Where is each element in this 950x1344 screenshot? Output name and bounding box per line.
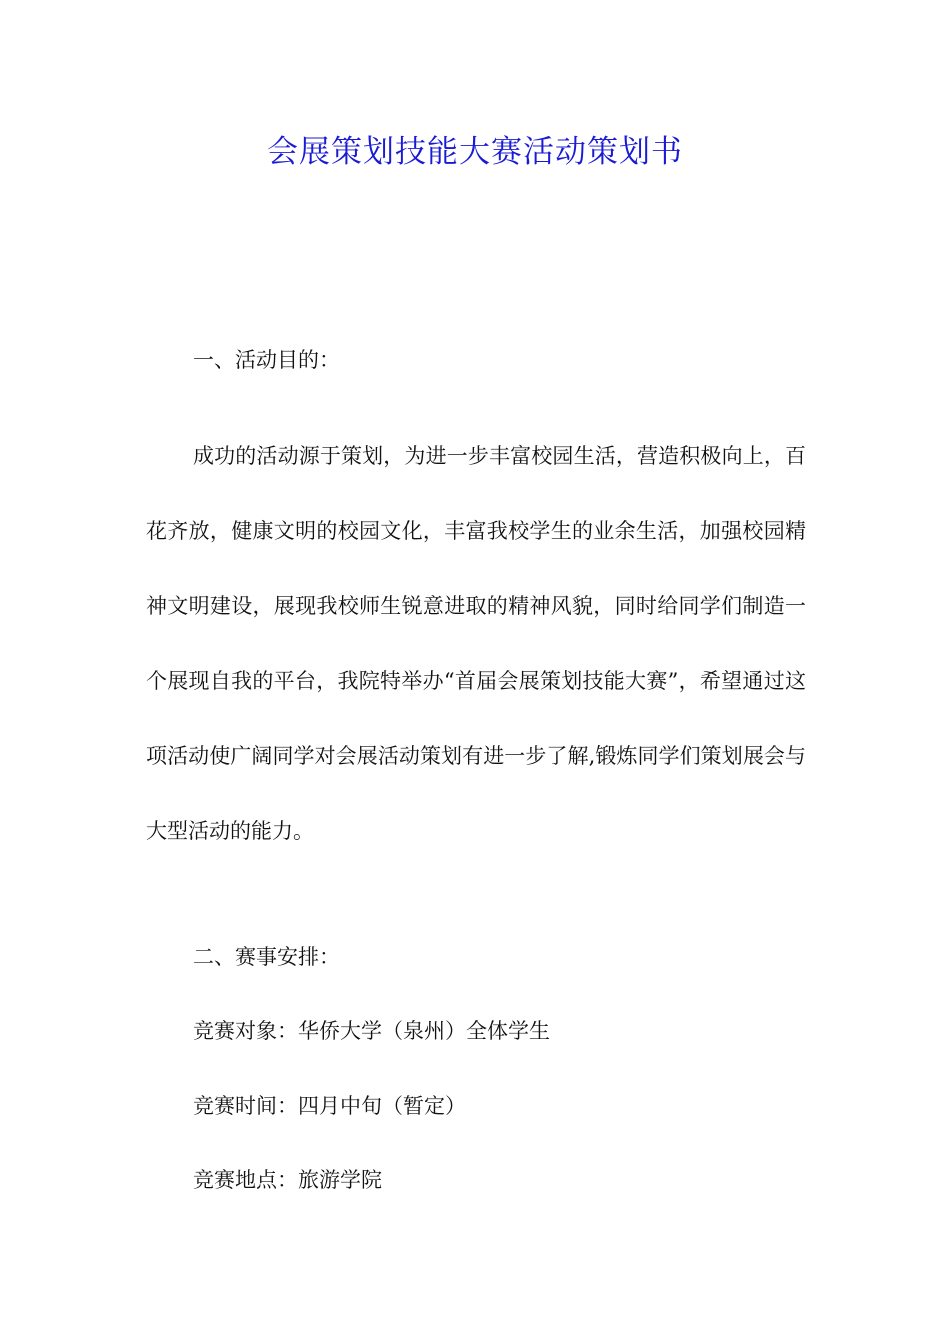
document-title: 会展策划技能大赛活动策划书	[267, 134, 683, 170]
purpose-paragraph: 成功的活动源于策划，为进一步丰富校园生活，营造积极向上，百花齐放，健康文明的校园文化，丰富我校学生的业余生活，加强校园精神文明建设，展现我校师生锐意进取的精神风貌，同时给同学们制造一个展现自我的平台，我院特举办“首届会展策划技能大赛”，希望通过这项活动使广阔同学对会展活动策划有进一步了解,锻炼同学们策划展会与大型活动的能力。	[146, 444, 806, 843]
info-line-time: 竞赛时间：四月中旬（暂定）	[193, 1094, 466, 1118]
section-heading-arrangement: 二、赛事安排：	[193, 945, 340, 969]
section-heading-purpose: 一、活动目的：	[193, 348, 340, 372]
info-line-location: 竞赛地点：旅游学院	[193, 1168, 382, 1192]
info-line-participants: 竞赛对象：华侨大学（泉州）全体学生	[193, 1019, 550, 1043]
